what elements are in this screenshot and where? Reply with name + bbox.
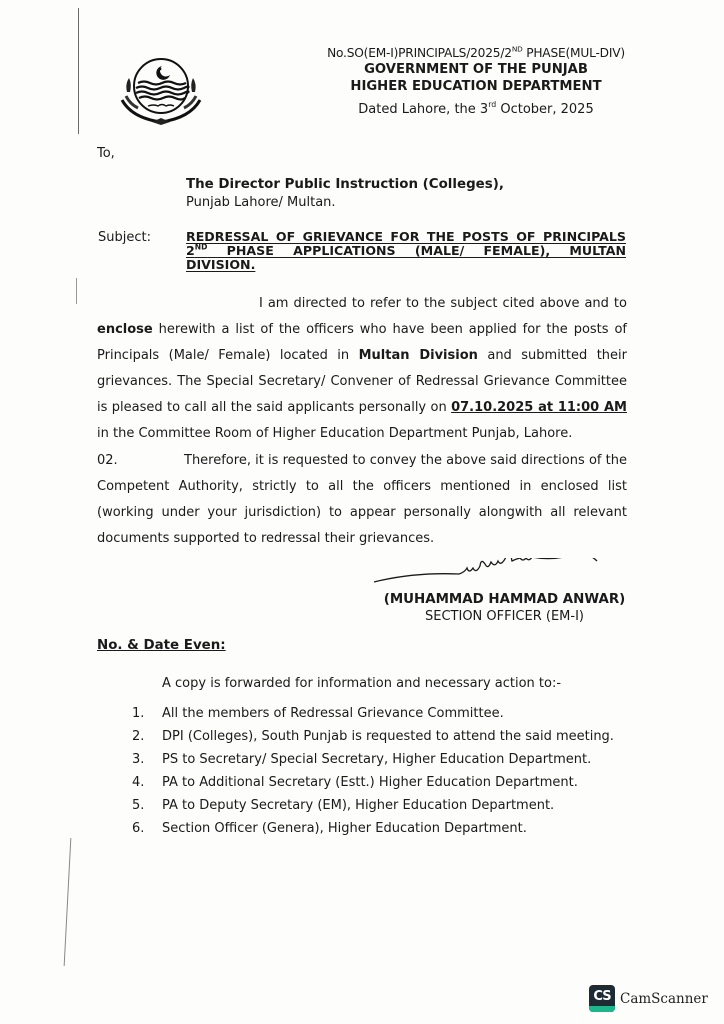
addressee	[186, 176, 504, 212]
punjab-emblem-icon	[114, 52, 208, 130]
addressee-location: Punjab Lahore/ Multan.	[186, 195, 336, 210]
signatory-title: SECTION OFFICER (EM-I)	[425, 609, 584, 624]
department-name: HIGHER EDUCATION DEPARTMENT	[350, 79, 602, 94]
camscanner-logo-icon: CS	[589, 985, 615, 1012]
addressee-name: The Director Public Instruction (Colleges),	[186, 177, 504, 192]
signatory-name: (MUHAMMAD HAMMAD ANWAR)	[383, 592, 626, 607]
list-item: 3. PS to Secretary/ Special Secretary, Higher Education Department.	[132, 752, 592, 767]
copy-recipients-list	[132, 702, 614, 840]
list-item: 6. Section Officer (Genera), Higher Education Department.	[132, 821, 527, 836]
body-paragraph-1: I am directed to refer to the subject cited above and to enclose herewith a list of the officers who have been applied for the posts of Principals (Male/ Female) located in Multan Division and submitted their grievances. The Special Secretary/ Convener of Redressal Grievance Committee is pleased to call all the said applicants personally on 07.10.2025 at 11:00 AM in the Committee Room of Higher Education Department Punjab, Lahore.	[97, 296, 627, 441]
subject-label: Subject:	[98, 230, 151, 245]
body-paragraph-2: 02. Therefore, it is requested to convey the above said directions of the Competent Authority, strictly to all the officers mentioned in enclosed list (working under your jurisdiction) to appear personally alongwith all relevant documents supported to redressal their grievances.	[97, 453, 627, 546]
reference-number: No.SO(EM-I)PRINCIPALS/2025/2ND PHASE(MUL-DIV)	[327, 44, 625, 60]
camscanner-label: CamScanner	[620, 990, 708, 1007]
meeting-datetime: 07.10.2025 at 11:00 AM	[451, 400, 627, 415]
subject-line-3: DIVISION.	[186, 257, 256, 272]
scan-edge-line	[64, 838, 72, 966]
list-item: 1. All the members of Redressal Grievance Committee.	[132, 706, 504, 721]
letter-date: Dated Lahore, the 3rd October, 2025	[358, 100, 594, 117]
subject-text	[186, 230, 626, 272]
list-item: 4. PA to Additional Secretary (Estt.) Higher Education Department.	[132, 775, 578, 790]
list-item: 2. DPI (Colleges), South Punjab is requested to attend the said meeting.	[132, 729, 614, 744]
scan-edge-line	[76, 278, 77, 304]
to-label: To,	[97, 146, 115, 161]
subject-line-1: REDRESSAL OF GRIEVANCE FOR THE POSTS OF PRINCIPALS	[186, 229, 626, 244]
signature-icon	[372, 558, 637, 586]
letterhead	[300, 45, 652, 120]
no-date-even-heading: No. & Date Even:	[97, 638, 226, 653]
camscanner-watermark	[589, 985, 708, 1012]
subject-line-2: 2ND PHASE APPLICATIONS (MALE/ FEMALE), MULTAN	[186, 242, 626, 258]
list-item: 5. PA to Deputy Secretary (EM), Higher Education Department.	[132, 798, 555, 813]
signatory	[372, 591, 637, 625]
government-name: GOVERNMENT OF THE PUNJAB	[364, 62, 588, 77]
scan-edge-line	[78, 8, 79, 134]
copy-forward-intro: A copy is forwarded for information and necessary action to:-	[162, 676, 562, 691]
